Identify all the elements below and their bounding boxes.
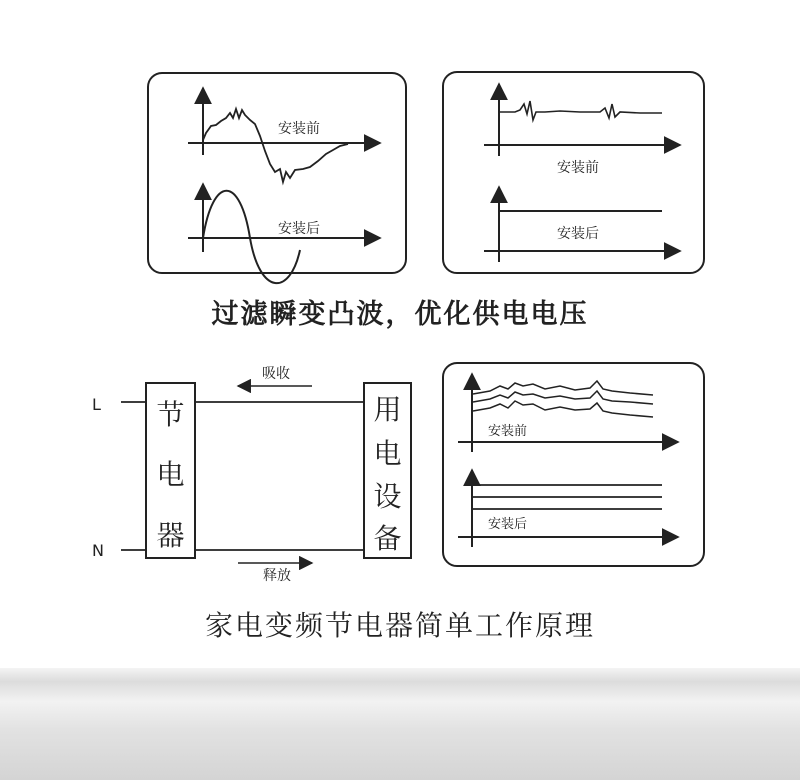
tl-before-noisy-wave	[203, 109, 348, 182]
tr-before-spike-line	[500, 101, 662, 120]
device-char-2: 电	[373, 437, 402, 470]
saver-char-3: 器	[156, 519, 185, 552]
br-after-label: 安装后	[488, 517, 528, 532]
panel-top-left	[148, 73, 406, 283]
tl-after-label: 安装后	[278, 221, 320, 237]
circuit-diagram	[92, 365, 411, 584]
tr-after-label: 安装后	[557, 226, 599, 242]
release-label: 释放	[263, 568, 291, 584]
caption-top: 过滤瞬变凸波，优化供电电压	[211, 299, 589, 330]
tl-before-label: 安装前	[278, 121, 320, 137]
tr-before-label: 安装前	[557, 160, 599, 176]
device-char-1: 用	[373, 393, 402, 426]
absorb-label: 吸收	[262, 366, 290, 382]
device-char-4: 备	[373, 522, 402, 555]
panel-bottom-right-frame	[443, 363, 704, 566]
line-label-n: N	[92, 541, 104, 560]
device-char-3: 设	[373, 480, 402, 513]
line-label-l: L	[92, 395, 101, 414]
br-before-wave-1	[473, 381, 653, 395]
panel-top-right	[443, 72, 704, 273]
panel-bottom-right	[443, 363, 704, 566]
br-before-label: 安装前	[488, 424, 528, 439]
saver-char-1: 节	[156, 398, 185, 431]
br-before-wave-3	[473, 401, 653, 417]
panel-top-left-frame	[148, 73, 406, 273]
caption-bottom: 家电变频节电器简单工作原理	[204, 609, 595, 642]
saver-char-2: 电	[156, 458, 185, 491]
